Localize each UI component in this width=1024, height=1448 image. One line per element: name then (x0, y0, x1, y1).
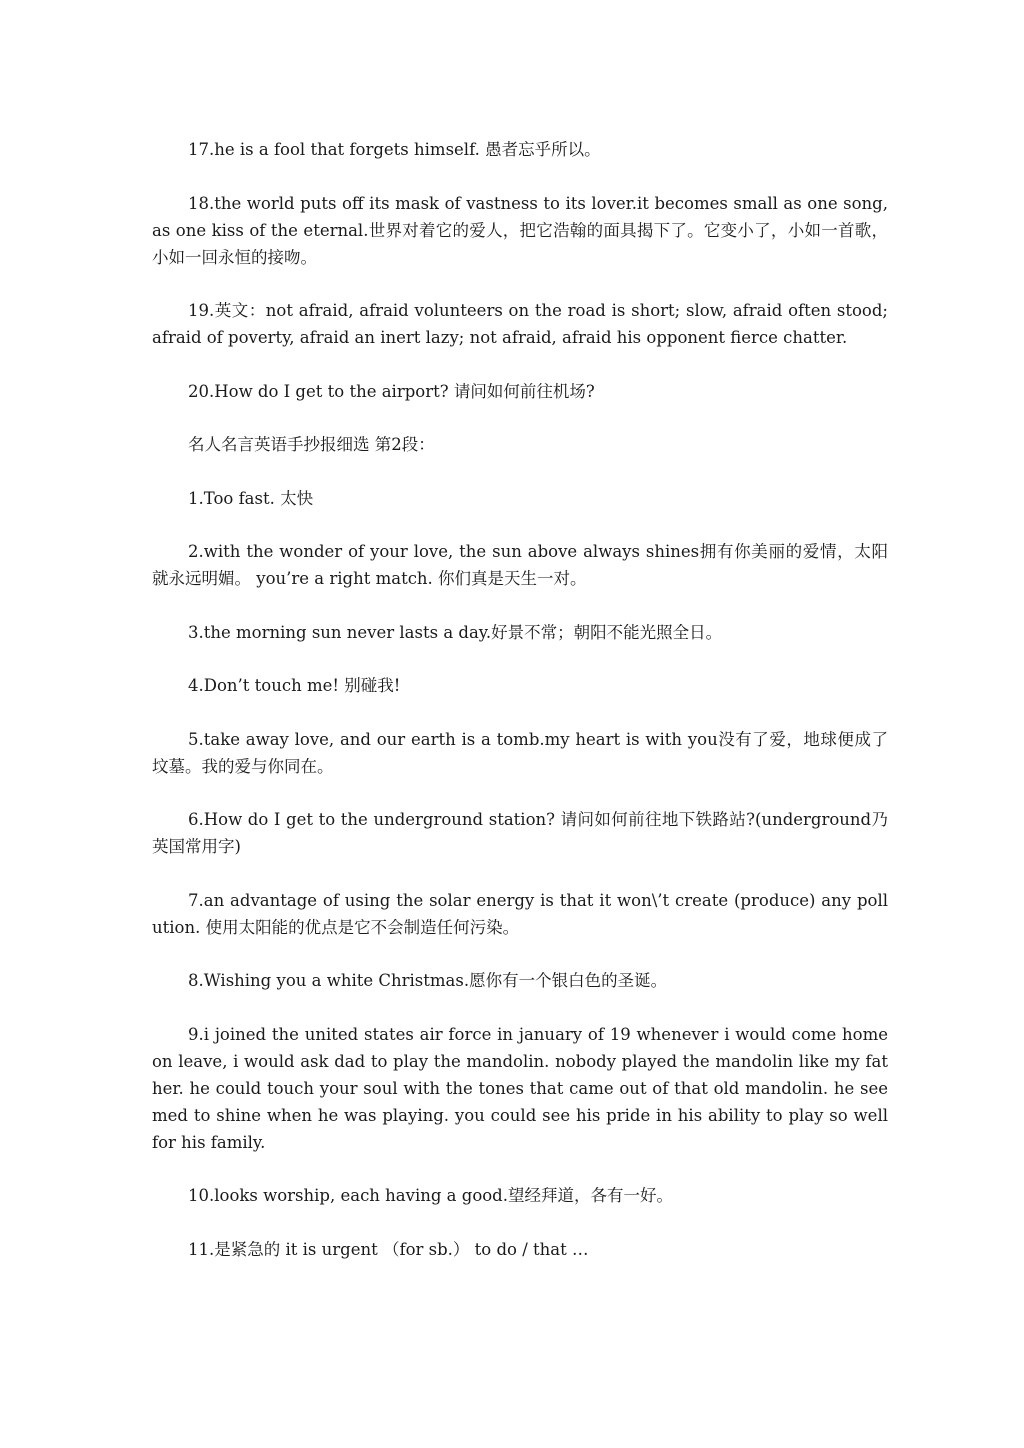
paragraph-1: 1.Too fast. 太快 (188, 488, 314, 508)
paragraph-17: 17.he is a fool that forgets himself. 愚者忘乎所以。 (188, 140, 601, 159)
paragraph-5: 5.take away love, and our earth is a tomb.my heart is with you没有了爱，地球便成了坟墓。我的爱与你同在。 (152, 729, 888, 776)
paragraph-10: 10.looks worship, each having a good.望经拜道，各有一好。 (188, 1186, 673, 1205)
paragraph-8: 8.Wishing you a white Christmas.愿你有一个银白色的圣诞。 (188, 971, 668, 990)
document-page (152, 136, 888, 1289)
paragraph-4: 4.Don’t touch me! 别碰我! (188, 676, 401, 695)
paragraph-11: 11.是紧急的 it is urgent （for sb.） to do / that … (188, 1239, 589, 1259)
paragraph-3: 3.the morning sun never lasts a day.好景不常；朝阳不能光照全日。 (188, 622, 723, 642)
paragraph-2: 2.with the wonder of your love, the sun above always shines拥有你美丽的爱情，太阳就永远明媚。 you’re a right match. 你们真是天生一对。 (152, 542, 888, 588)
paragraph-18: 18.the world puts off its mask of vastness to its lover.it becomes small as one song, as one kiss of the eternal.世界对着它的爱人，把它浩翰的面具揭下了。它变小了，小如一首歌，小如一回永恒的接吻。 (152, 193, 888, 267)
paragraph-9: 9.i joined the united states air force in january of 19 whenever i would come home on leave, i would ask dad to play the mandolin. nobody played the mandolin like my father. he could touch your soul with the tones that came out of that old mandolin. he seemed to shine when he was playing. you could see his pride in his ability to play so well for his family. (152, 1024, 888, 1152)
paragraph-20: 20.How do I get to the airport? 请问如何前往机场? (188, 381, 595, 401)
paragraph-19: 19.英文：not afraid, afraid volunteers on the road is short; slow, afraid often stood; afraid of poverty, afraid an inert lazy; not afraid, afraid his opponent fierce chatter. (152, 301, 888, 347)
paragraph-7: 7.an advantage of using the solar energy is that it won\’t create (produce) any pollution. 使用太阳能的优点是它不会制造任何污染。 (152, 890, 888, 937)
section-heading: 名人名言英语手抄报细选 第2段： (188, 435, 435, 454)
paragraph-6: 6.How do I get to the underground station? 请问如何前往地下铁路站?(underground乃英国常用字) (152, 810, 888, 856)
